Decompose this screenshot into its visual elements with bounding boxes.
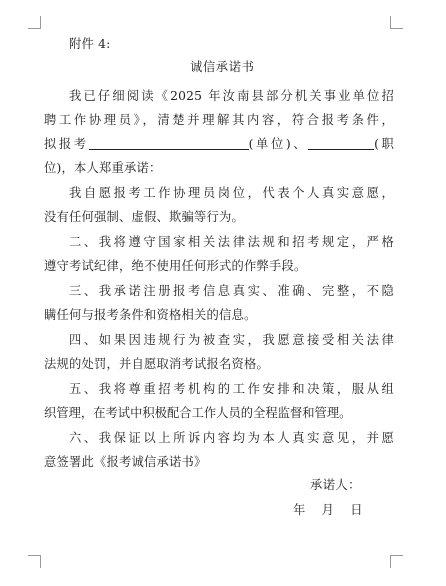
- item-5-line-1: 五、我将尊重招考机构的工作安排和决策，服从组: [69, 382, 394, 396]
- crop-mark-top-left: [28, 16, 41, 29]
- item-6-line-2: 意签署此《报考诚信承诺书》: [44, 455, 207, 469]
- item-6-line-1: 六、我保证以上所诉内容均为本人真实意见，并愿: [69, 431, 394, 445]
- intro-line-3: [44, 136, 394, 152]
- crop-mark-bottom-left: [28, 555, 41, 568]
- item-2-line-2: 遵守考试纪律，绝不使用任何形式的作弊手段。: [44, 259, 307, 273]
- item-2-line-1: 二、我将遵守国家相关法律法规和招考规定，严格: [69, 235, 394, 249]
- crop-mark-top-right: [390, 16, 403, 29]
- date-month: 月: [321, 503, 335, 517]
- annex-label: 附件 4:: [69, 37, 111, 51]
- intro-line-3-prefix: 拟报考: [44, 137, 89, 151]
- intro-line-2: 聘工作协理员》，清楚并理解其内容，符合报考条件，: [44, 113, 394, 127]
- item-5-line-2: 织管理，在考试中积极配合工作人员的全程监督和管理。: [44, 406, 352, 420]
- date-line: [293, 502, 363, 518]
- intro-line-1: 我已仔细阅读《2025 年汝南县部分机关事业单位招: [69, 89, 394, 103]
- item-3-line-1: 三、我承诺注册报考信息真实、准确、完整，不隐: [69, 284, 394, 298]
- item-4-line-2: 法规的处罚，并自愿取消考试报名资格。: [44, 357, 269, 371]
- item-3-line-2: 瞒任何与报考条件和资格相关的信息。: [44, 308, 257, 322]
- unit-blank-field[interactable]: [89, 137, 249, 150]
- signature-label: 承诺人：: [310, 478, 361, 492]
- item-4-line-1: 四、如果因违规行为被查实，我愿意接受相关法律: [69, 333, 394, 347]
- intro-line-3-mid: (单位)、: [248, 137, 309, 151]
- crop-mark-bottom-right: [390, 555, 403, 568]
- document-title: 诚信承诺书: [190, 60, 255, 74]
- intro-line-4: 位)，本人郑重承诺：: [44, 161, 162, 175]
- item-1-line-2: 没有任何强制、虚假、欺骗等行为。: [44, 210, 244, 224]
- item-1-line-1: 我自愿报考工作协理员岗位，代表个人真实意愿，: [69, 186, 394, 200]
- intro-line-3-suffix: (职: [374, 137, 394, 151]
- date-day: 日: [350, 503, 363, 517]
- position-blank-field[interactable]: [308, 137, 374, 150]
- date-year: 年: [293, 503, 306, 517]
